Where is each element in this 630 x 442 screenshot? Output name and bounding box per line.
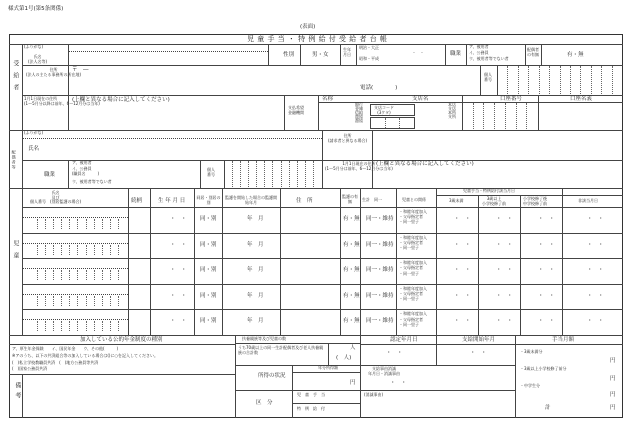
income-label: 所得の状況 (258, 373, 286, 379)
child-header-name: 氏名 及び 個人番号 (別居監護の場合) (30, 190, 82, 205)
child-after-pri-dots[interactable]: ・ ・ (538, 318, 555, 325)
spouse-section-label: 配偶者等 (11, 150, 17, 170)
child-livelihood-value[interactable]: 同一・維持 (366, 318, 394, 325)
child-relation-field[interactable] (129, 208, 149, 232)
child-header-cohab: 同居・別居の別 (196, 195, 221, 205)
pay-start-dots: ・ ・ (470, 350, 487, 356)
child-custody-value[interactable]: 有・無 (343, 267, 360, 274)
spouse-label: 配偶者 の有無 (527, 47, 539, 57)
child-header-school: 児童との関係 (402, 197, 426, 202)
birth-label: 生年 月日 (343, 47, 351, 57)
dependents-label: 扶養親族等及び児童の数 (242, 336, 286, 341)
postal-mark: 〒 ― (72, 67, 89, 73)
child-livelihood-value[interactable]: 同一・維持 (366, 241, 394, 248)
spouse-address-field[interactable] (373, 131, 622, 159)
monthly-c: ・中学生分 (520, 383, 540, 388)
child-3topri-dots[interactable]: ・ ・ (496, 292, 513, 299)
child-after-pri-dots[interactable]: ・ ・ (538, 267, 555, 274)
recipient-name-label: 氏名 (法人名等) (28, 54, 48, 64)
child-under3-dots[interactable]: ・ ・ (454, 241, 471, 248)
spouse-furigana-label: (ふりがな) (24, 130, 44, 135)
kettei-dots: ・ ・ (386, 350, 403, 356)
category-1[interactable]: 児 童 手 当 (297, 392, 325, 397)
child-start-ym[interactable]: 年 月 (247, 267, 264, 274)
child-birth-dots[interactable]: ・ ・ (170, 267, 187, 274)
monthly-label: 手当月額 (552, 337, 575, 343)
monthly-total: 計 (545, 405, 551, 411)
child-header-livelihood: 生計 同一 (362, 197, 382, 202)
spouse-jan1-field[interactable] (373, 168, 622, 187)
child-header-3topri: 3歳以上 小学校修了前 (482, 196, 506, 206)
category-2[interactable]: 特 例 給 付 (297, 406, 325, 411)
child-name-field[interactable] (23, 259, 127, 268)
child-livelihood-value[interactable]: 同一・維持 (366, 216, 394, 222)
child-address-field[interactable] (281, 234, 339, 258)
occ-a[interactable]: ア、被用者 (469, 44, 489, 49)
income-year: 年分所得額 (318, 365, 338, 370)
child-kojin-number-field[interactable] (30, 296, 126, 306)
child-header-cease: 非該当月日 (578, 198, 598, 203)
children-section-label: 児童 (11, 240, 19, 264)
revision-label: (消滅事由) (364, 392, 384, 397)
bank-label: 支払希望 金融機関 (288, 105, 304, 115)
child-relation-notes[interactable]: ・和睦年度加入 ・父母指定者 ・同一里子 (399, 209, 427, 225)
child-3topri-dots[interactable]: ・ ・ (496, 318, 513, 325)
child-under3-dots[interactable]: ・ ・ (454, 216, 471, 222)
remarks-field[interactable] (23, 375, 234, 417)
spouse-name-field[interactable] (69, 140, 322, 158)
child-birth-dots[interactable]: ・ ・ (170, 292, 187, 299)
child-name-field[interactable] (23, 234, 127, 243)
child-header-custody: 監護の有無 (342, 194, 358, 204)
child-row-subdivider (22, 243, 128, 244)
child-start-ym[interactable]: 年 月 (247, 241, 264, 248)
child-kojin-number-field[interactable] (30, 321, 126, 331)
child-cease-dots[interactable]: ・ ・ (587, 267, 604, 274)
child-cease-dots[interactable]: ・ ・ (587, 292, 604, 299)
account-holder-field[interactable] (539, 103, 622, 129)
branch-code-field[interactable] (370, 117, 415, 129)
child-after-pri-dots[interactable]: ・ ・ (538, 292, 555, 299)
recipient-furigana-label: (ふりがな) (24, 44, 44, 49)
child-custody-value[interactable]: 有・無 (343, 318, 360, 325)
monthly-total-yen: 円 (610, 405, 616, 411)
child-under3-dots[interactable]: ・ ・ (454, 318, 471, 325)
form-id: 様式第1号(第5条関係) (8, 6, 64, 12)
pension-options[interactable]: ア、厚生年金保険 イ、国民年金 ウ、その他( ) (12, 346, 119, 351)
child-under3-dots[interactable]: ・ ・ (454, 292, 471, 299)
child-relation-notes[interactable]: ・和睦年度加入 ・父母指定者 ・同一里子 (399, 285, 427, 302)
jan1-address-field[interactable] (69, 104, 283, 129)
child-address-field[interactable] (281, 310, 339, 334)
bank-types[interactable]: 銀行 金庫 信組 農協 漁協 (355, 102, 363, 123)
child-3topri-dots[interactable]: ・ ・ (496, 241, 513, 248)
income-yen: 円 (350, 380, 356, 386)
pension-option-1[interactable]: ( )私立学校教職員共済 ( )地方公務員等共済 (12, 360, 99, 365)
child-kojin-number-field[interactable] (30, 245, 126, 255)
spouse-kojin-number-field[interactable] (225, 161, 321, 187)
occupation-label: 職業 (450, 51, 462, 57)
child-cohab-value[interactable]: 同・別 (200, 216, 217, 222)
child-cohab-value[interactable]: 同・別 (200, 292, 217, 299)
child-header-under3: 3歳未満 (449, 198, 464, 203)
bank-name-label: 名称 (322, 96, 334, 102)
child-row-subdivider (22, 319, 128, 320)
child-kojin-number-field[interactable] (30, 270, 126, 280)
child-under3-dots[interactable]: ・ ・ (454, 267, 471, 274)
child-header-birth: 生 年 月 日 (158, 198, 186, 204)
category-label: 区 分 (256, 400, 273, 406)
child-row-subdivider (22, 217, 128, 218)
sex-label: 性別 (283, 52, 295, 58)
recipient-kojin-number-field[interactable] (498, 66, 622, 94)
monthly-a-yen: 円 (610, 358, 616, 364)
jan1-same-note: (上欄と異なる場合に記入してください) (72, 97, 170, 103)
spouse-jan1-note: (上欄と異なる場合に記入してください) (376, 161, 474, 167)
sex-value[interactable]: 男・女 (312, 52, 329, 58)
branch-code-box[interactable] (370, 104, 415, 116)
branch-types[interactable]: 本店 支店 本所 支所 (448, 102, 456, 119)
child-cease-dots[interactable]: ・ ・ (587, 216, 604, 222)
child-kojin-number-field[interactable] (30, 219, 126, 229)
child-birth-dots[interactable]: ・ ・ (170, 241, 187, 248)
child-relation-notes[interactable]: ・和睦年度加入 ・父母指定者 ・同一里子 (399, 234, 427, 250)
child-relation-field[interactable] (129, 310, 149, 334)
child-after-pri-dots[interactable]: ・ ・ (538, 216, 555, 222)
dependents-sub: うち70歳以上の同一生計配偶者及び老人扶養親族の合計数 (238, 345, 324, 355)
spouse-occ-c[interactable]: ウ、被用者等でない者 (72, 179, 112, 184)
child-livelihood-value[interactable]: 同一・維持 (366, 292, 394, 299)
monthly-a: ・3歳未満分 (520, 349, 543, 354)
child-cease-dots[interactable]: ・ ・ (587, 318, 604, 325)
spouse-name-label: 氏名 (28, 146, 40, 152)
spouse-occ-a[interactable]: ア、被用者 (72, 160, 92, 165)
jan1-address-label: 1月1日現在の住所 (1〜5月分以降は前年、6〜12月分は当年) (24, 96, 100, 106)
child-relation-field[interactable] (129, 234, 149, 258)
account-label: 口座番号 (500, 96, 523, 102)
child-3topri-dots[interactable]: ・ ・ (496, 216, 513, 222)
change-label: 支給事由消滅 年月日・消滅事由 (368, 366, 400, 376)
child-header-relation: 続柄 (131, 198, 143, 204)
child-custody-value[interactable]: 有・無 (343, 241, 360, 248)
child-after-pri-dots[interactable]: ・ ・ (538, 241, 555, 248)
child-relation-field[interactable] (129, 285, 149, 309)
spouse-kojin-label: 個人 番号 (207, 167, 215, 177)
child-row-subdivider (22, 268, 128, 269)
child-relation-field[interactable] (129, 259, 149, 283)
child-header-amount-group: 児童手当・特例給付該当月日 (463, 188, 515, 193)
child-start-ym[interactable]: 年 月 (247, 216, 264, 222)
child-cohab-value[interactable]: 同・別 (200, 267, 217, 274)
kettei-label: 認定年月日 (390, 337, 418, 343)
dependents-unit: 人 (350, 345, 356, 351)
child-livelihood-value[interactable]: 同一・維持 (366, 267, 394, 274)
monthly-b: ・3歳以上小学校修了前分 (520, 366, 567, 371)
child-name-field[interactable] (23, 285, 127, 294)
child-start-ym[interactable]: 年 月 (247, 292, 264, 299)
address-field[interactable] (69, 74, 479, 92)
child-row-subdivider (22, 294, 128, 295)
child-header-address: 住 所 (296, 198, 313, 204)
child-cease-dots[interactable]: ・ ・ (587, 241, 604, 248)
birth-dots: ・ ・ (412, 50, 424, 55)
era-2[interactable]: 昭和・平成 (359, 56, 379, 61)
child-address-field[interactable] (281, 208, 339, 232)
child-birth-dots[interactable]: ・ ・ (170, 318, 187, 325)
branch-code-label: 支店コード (3ケタ) (374, 105, 394, 115)
pension-option-2[interactable]: ( )国家公務員共済 (12, 366, 48, 371)
child-birth-dots[interactable]: ・ ・ (170, 216, 187, 222)
branch-label: 支店名 (412, 96, 429, 102)
child-relation-notes[interactable]: ・和睦年度加入 ・父母指定者 ・同一里子 (399, 260, 427, 276)
occ-b[interactable]: イ、公務員 (469, 50, 489, 55)
account-number-field[interactable] (463, 103, 537, 129)
child-custody-value[interactable]: 有・無 (343, 216, 360, 222)
recipient-name-field[interactable] (69, 52, 267, 64)
child-header-after-pri: 小学校修了後 中学校修了前 (523, 196, 547, 206)
monthly-c-yen: 円 (610, 392, 616, 398)
spouse-jan1-label: 1月1日現在の住所 (1〜5月分は前年、6〜12月分は当年) (325, 161, 393, 171)
child-header-start: 監護を開始した場合の監護開始年月 (225, 195, 277, 205)
child-relation-notes[interactable]: ・和睦年度加入 ・父母指定者 ・同一里子 (399, 311, 427, 327)
child-start-ym[interactable]: 年 月 (247, 318, 264, 325)
address-label: 住所 (法人の主たる事務所の所在地) (26, 67, 82, 77)
form-title: 児 童 手 当 ・ 特 例 給 付 受 給 者 台 帳 (247, 35, 388, 43)
pension-label: 加入している公的年金制度の種別 (80, 337, 163, 343)
spouse-address-label: 住所 (請求者と異なる場合) (328, 133, 368, 143)
child-3topri-dots[interactable]: ・ ・ (496, 267, 513, 274)
child-cohab-value[interactable]: 同・別 (200, 318, 217, 325)
dependents-sub-unit: ( 人) (336, 355, 352, 361)
remarks-label: 備考 (13, 382, 21, 402)
change-dots: ・ ・ (390, 380, 407, 386)
era-1[interactable]: 明治・大正 (359, 45, 379, 50)
recipient-section-label: 受給者 (11, 60, 19, 96)
spouse-occupation-label: 職業 (44, 172, 56, 178)
page-label: (表面) (300, 24, 316, 30)
child-name-field[interactable] (23, 310, 127, 319)
child-name-field[interactable] (23, 208, 127, 217)
child-custody-value[interactable]: 有・無 (343, 292, 360, 299)
pension-note: ※アのうち、以下の共済組合等の加入している場合は()に○を記入してください。 (12, 353, 158, 358)
child-address-field[interactable] (281, 259, 339, 283)
holder-label: 口座名義 (570, 96, 593, 102)
recipient-kojin-label: 個人 番号 (484, 72, 492, 82)
child-cohab-value[interactable]: 同・別 (200, 241, 217, 248)
occ-c[interactable]: ウ、被用者等でない者 (469, 56, 509, 61)
pay-start-label: 支給開始年月 (462, 337, 496, 343)
spouse-value[interactable]: 有・無 (567, 52, 584, 58)
phone-label: 電話( ) (360, 85, 398, 91)
monthly-b-yen: 円 (610, 376, 616, 382)
child-address-field[interactable] (281, 285, 339, 309)
spouse-occ-b[interactable]: イ、公務員 (職員名 ) (72, 166, 100, 176)
